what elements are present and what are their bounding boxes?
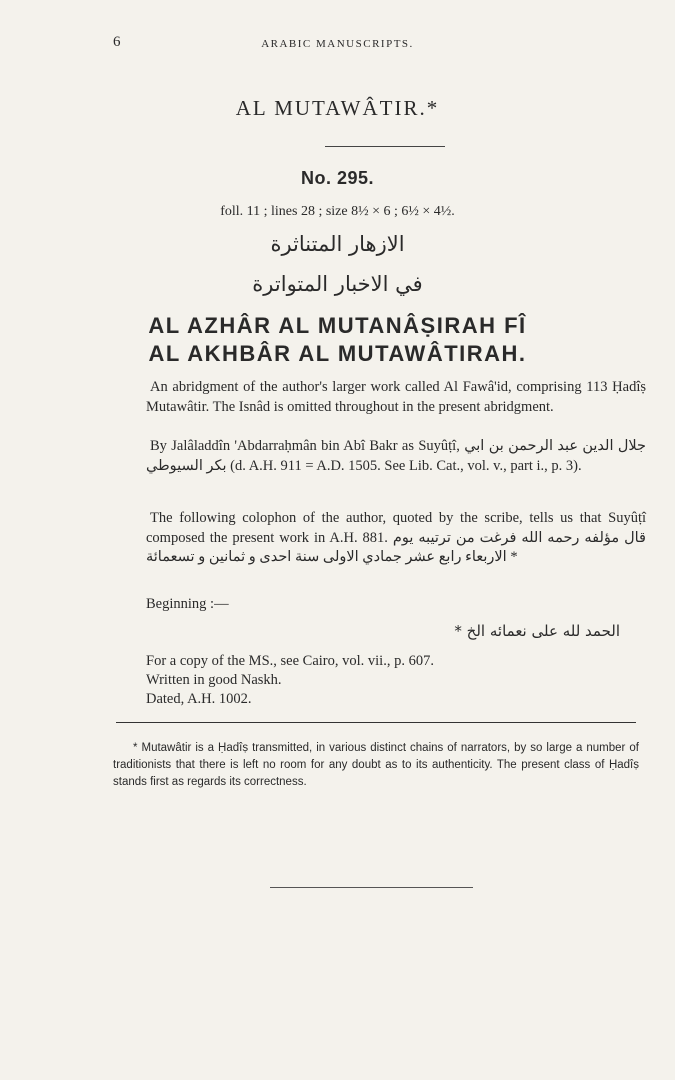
arabic-title-line-1: الازهار المتناثرة <box>270 232 405 256</box>
author-paragraph: By Jalâladdîn 'Abdarraḥmân bin Abî Bakr as Suyûṭî, جلال الدين عبد الرحمن بن ابي بكر السيوطي (d. A.H. 911 = A.D. 1505. See Lib. Cat., vol. v., part i., p. 3). <box>146 438 646 474</box>
transliterated-title-line-1: AL AZHÂR AL MUTANÂṢIRAH FÎ <box>148 313 527 338</box>
title-rule <box>325 146 445 147</box>
entry-title: AL MUTAWÂTIR.* <box>235 96 440 120</box>
footnote-text: * Mutawâtir is a Ḥadîṣ transmitted, in various distinct chains of narrators, by so large a number of traditionists that there is left no room for any doubt as to its authenticity. The present class of Ḥadîṣ stands first as regards its correctness. <box>113 742 639 788</box>
page-number: 6 <box>113 34 121 50</box>
manuscript-number: No. 295. <box>300 168 375 188</box>
beginning-label: Beginning :— <box>146 596 229 612</box>
colophon-paragraph: The following colophon of the author, quoted by the scribe, tells us that Suyûṭî composed the present work in A.H. 881. قال مؤلفه رحمه الله فرغت من ترتيبه يوم الاربعاء رابع عشر جمادي الاولى سنة احدى و ثمانين و تسعمائة * <box>146 510 646 565</box>
running-head: ARABIC MANUSCRIPTS. <box>261 38 414 50</box>
arabic-title-line-2: في الاخبار المتواترة <box>252 272 423 296</box>
collation-line: foll. 11 ; lines 28 ; size 8½ × 6 ; 6½ × 4½. <box>220 204 455 219</box>
bottom-rule <box>270 887 473 888</box>
footnote-rule <box>116 722 636 723</box>
footnote <box>113 740 639 791</box>
date-note: Dated, A.H. 1002. <box>146 691 252 707</box>
beginning-arabic: الحمد لله على نعمائه الخ * <box>454 622 620 640</box>
transliterated-title-line-2: AL AKHBÂR AL MUTAWÂTIRAH. <box>148 341 527 366</box>
copy-reference: For a copy of the MS., see Cairo, vol. vii., p. 607. <box>146 653 434 669</box>
description-paragraph: An abridgment of the author's larger work called Al Fawâ'id, comprising 113 Ḥadîṣ Mutawâtir. The Isnâd is omitted throughout in the present abridgment. <box>146 379 646 415</box>
script-note: Written in good Naskh. <box>146 672 282 688</box>
